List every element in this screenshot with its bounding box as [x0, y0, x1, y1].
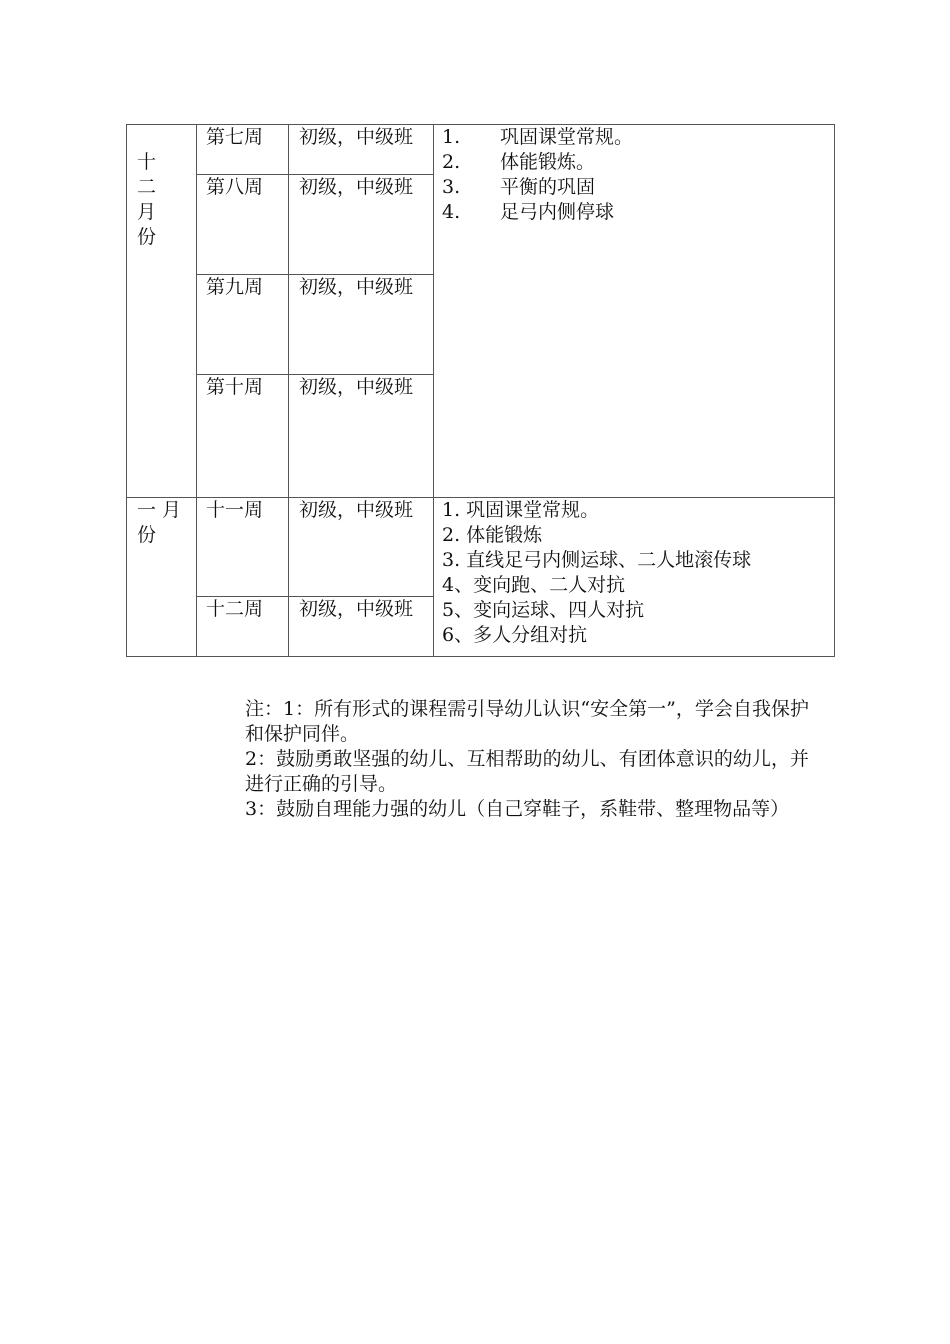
- list-item: 1. 巩固课堂常规。: [442, 126, 634, 148]
- level-cell: 初级，中级班: [289, 597, 434, 657]
- week-cell: 第八周: [197, 175, 289, 275]
- week-cell: 十一周: [197, 498, 289, 597]
- content-cell-january: [434, 498, 835, 657]
- table-row: [127, 498, 835, 597]
- list-item: 6、多人分组对抗: [442, 624, 588, 646]
- list-item: 2. 体能锻炼: [442, 524, 543, 546]
- content-cell-december: [434, 125, 835, 498]
- week-cell: 十二周: [197, 597, 289, 657]
- list-item: 3. 直线足弓内侧运球、二人地滚传球: [442, 549, 752, 571]
- week-cell: 第十周: [197, 375, 289, 498]
- notes-section: [245, 697, 809, 822]
- level-cell: 初级，中级班: [289, 275, 434, 375]
- level-cell: 初级，中级班: [289, 175, 434, 275]
- note-paragraph: 2：鼓励勇敢坚强的幼儿、互相帮助的幼儿、有团体意识的幼儿，并进行正确的引导。: [245, 748, 809, 795]
- list-item: 3. 平衡的巩固: [442, 176, 596, 198]
- table-row: [127, 125, 835, 175]
- level-cell: 初级，中级班: [289, 498, 434, 597]
- list-item: 2. 体能锻炼。: [442, 151, 596, 173]
- schedule-table: [126, 124, 835, 657]
- note-paragraph: 注：1：所有形式的课程需引导幼儿认识“安全第一”，学会自我保护和保护同伴。: [245, 698, 809, 745]
- content-list: [442, 498, 834, 648]
- level-cell: 初级，中级班: [289, 125, 434, 175]
- list-item: 1. 巩固课堂常规。: [442, 499, 600, 521]
- month-cell-december: 十 二 月 份: [127, 125, 197, 498]
- week-cell: 第七周: [197, 125, 289, 175]
- month-cell-january: 一月份: [127, 498, 197, 657]
- note-paragraph: 3：鼓励自理能力强的幼儿（自己穿鞋子，系鞋带、整理物品等）: [245, 798, 790, 820]
- content-list: [442, 125, 834, 225]
- level-cell: 初级，中级班: [289, 375, 434, 498]
- list-item: 4、变向跑、二人对抗: [442, 574, 626, 596]
- week-cell: 第九周: [197, 275, 289, 375]
- list-item: 4. 足弓内侧停球: [442, 201, 615, 223]
- list-item: 5、变向运球、四人对抗: [442, 599, 645, 621]
